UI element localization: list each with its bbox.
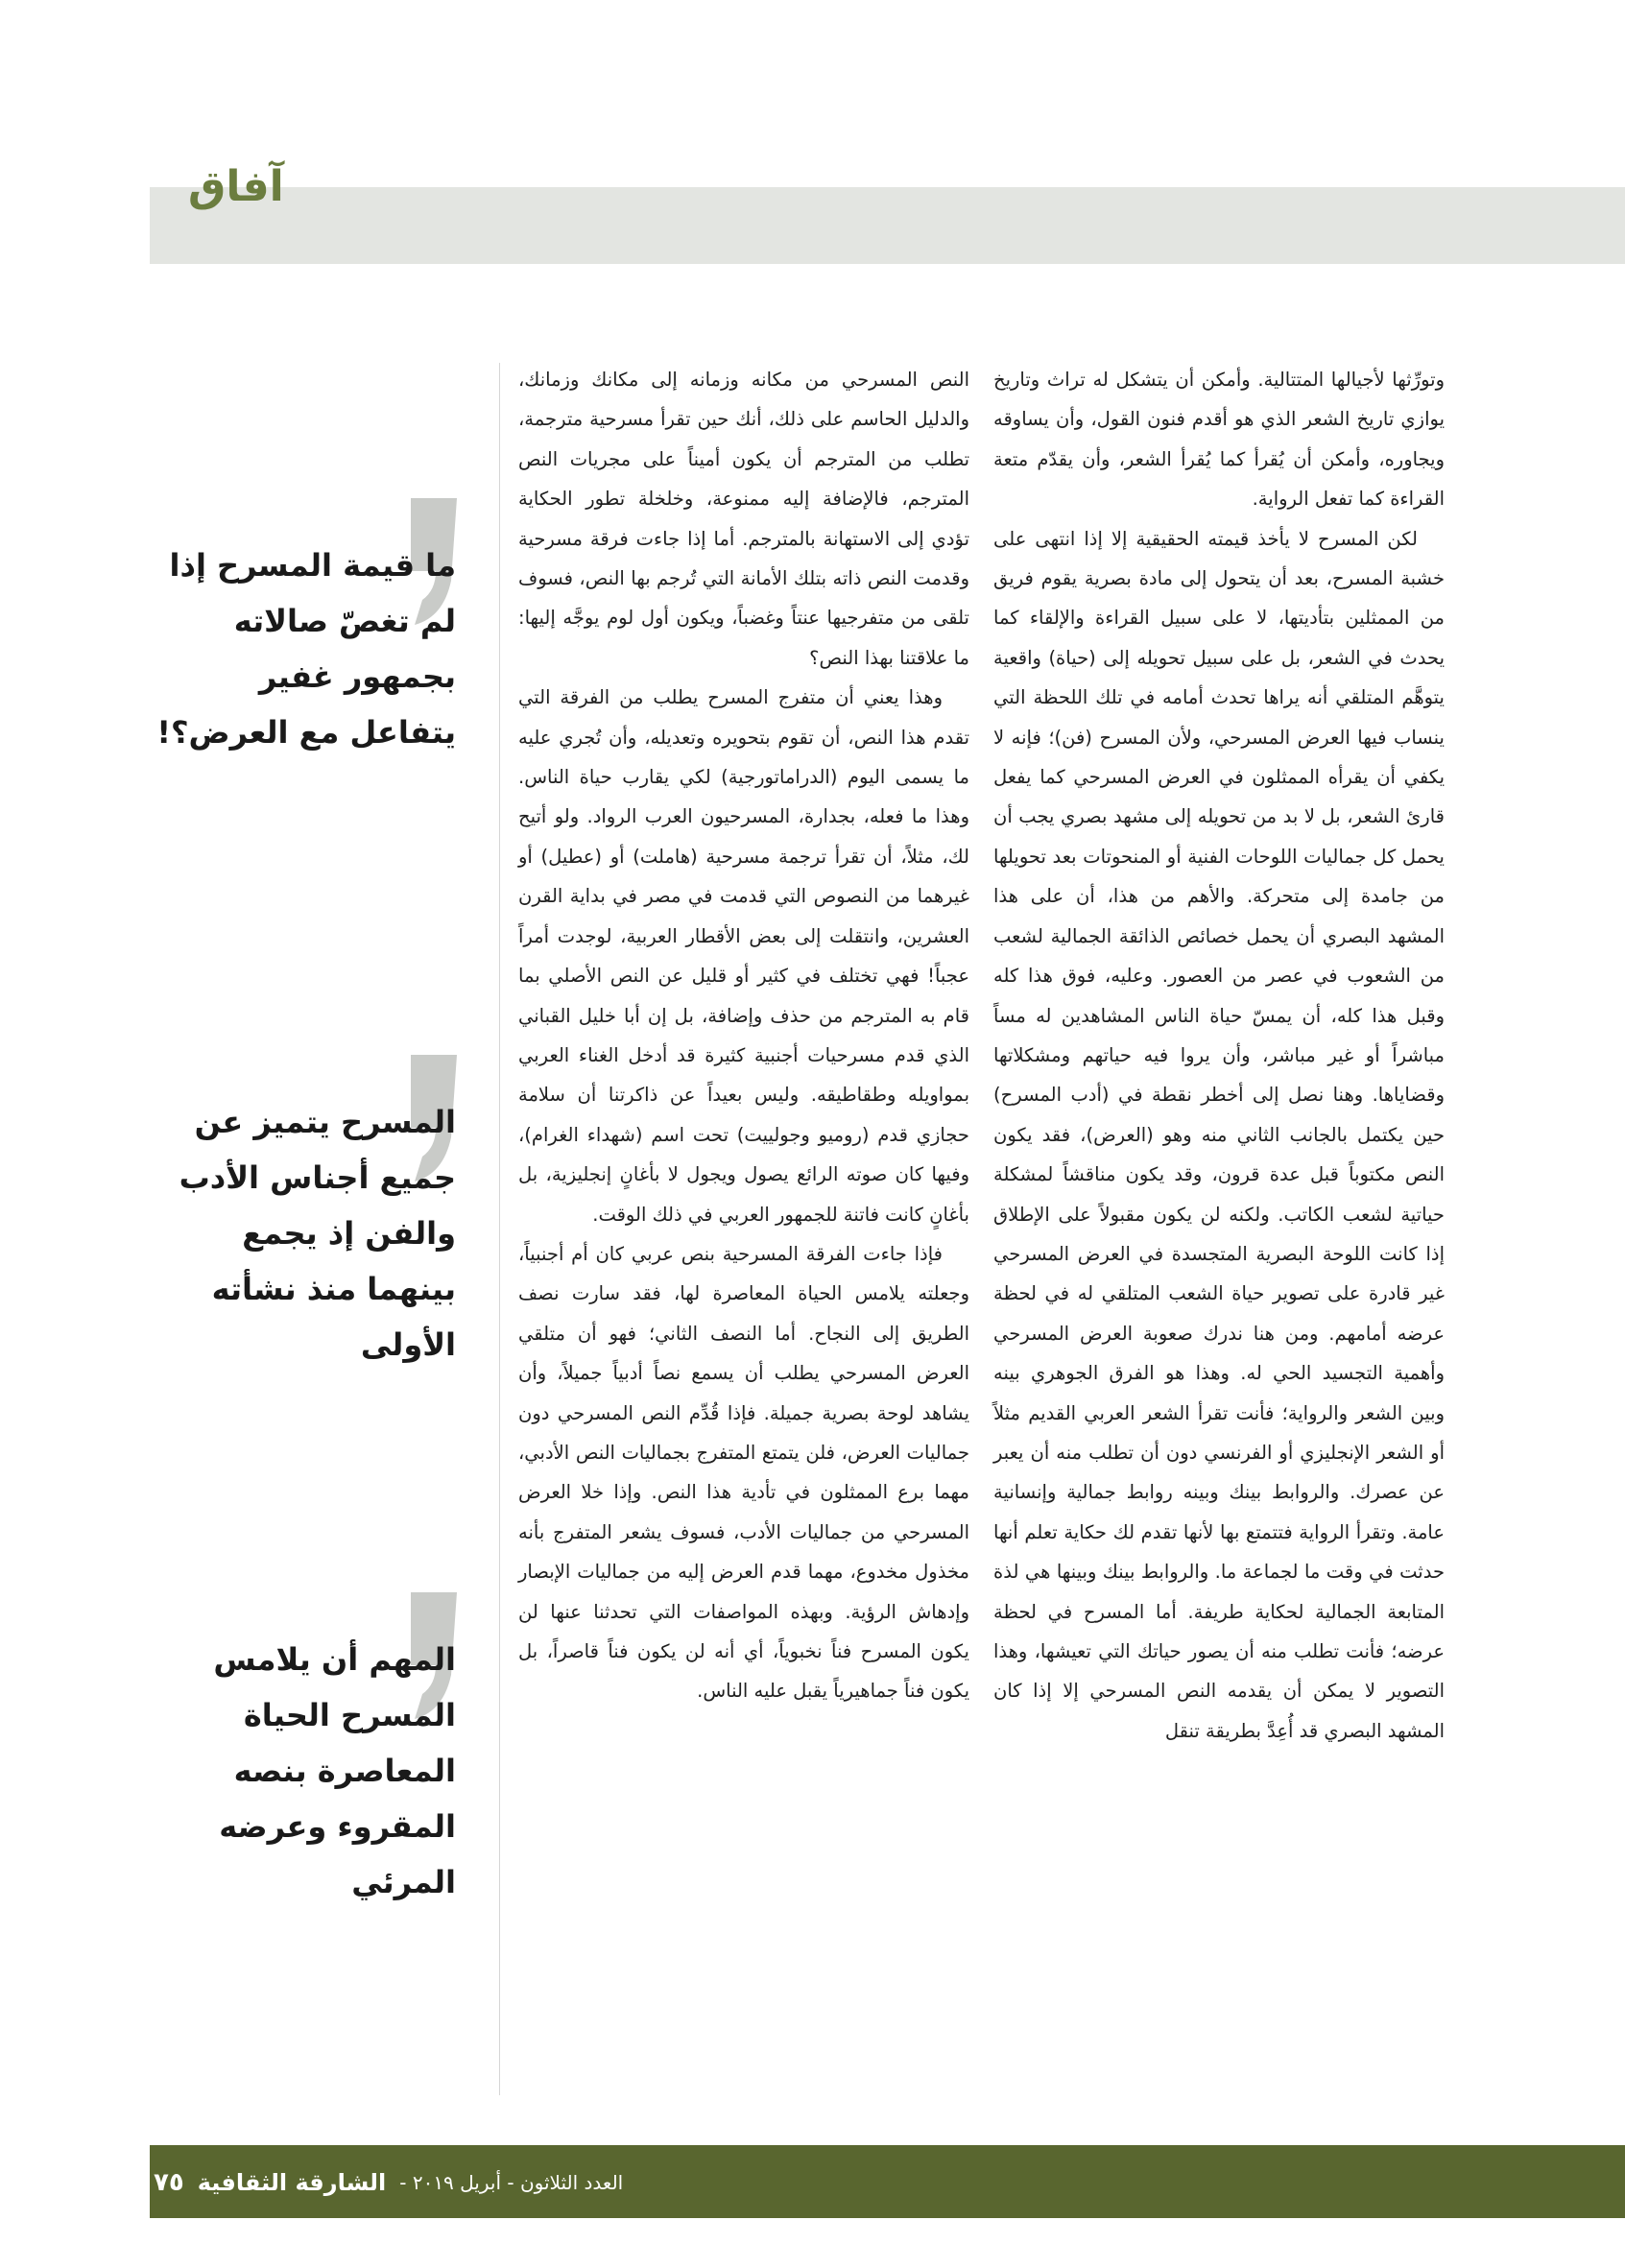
pull-quote-3: المهم أن يلامس المسرح الحياة المعاصرة بنصه المقروء وعرضه المرئي [213,1641,456,1900]
column-divider [499,363,500,2095]
article-column-middle [518,360,969,1711]
paragraph: وتورِّثها لأجيالها المتتالية. وأمكن أن يتشكل له تراث وتاريخ يوازي تاريخ الشعر الذي هو أقدم فنون القول، وأن يساوقه ويجاوره، وأمكن أن يُقرأ كما يُقرأ الشعر، وأن يقدّم متعة القراءة كما تفعل الرواية. [993,369,1445,511]
section-title: آفاق [188,162,284,211]
page-number: ٧٥ [154,2168,184,2197]
footer [154,2163,623,2202]
paragraph: فإذا جاءت الفرقة المسرحية بنص عربي كان أم أجنبياً، وجعلته يلامس الحياة المعاصرة لها، فقد سارت نصف الطريق إلى النجاح. أما النصف الثاني؛ فهو أن متلقي العرض المسرحي يطلب أن يسمع نصاً أدبياً جميلاً، وأن يشاهد لوحة بصرية جميلة. فإذا قُدِّم النص المسرحي دون جماليات العرض، فلن يتمتع المتفرج بجماليات النص الأدبي، مهما برع الممثلون في تأدية هذا النص. وإذا خلا العرض المسرحي من جماليات الأدب، فسوف يشعر المتفرج بأنه مخذول مخدوع، مهما قدم العرض إليه من جماليات الإبصار وإدهاش الرؤية. وبهذه المواصفات التي تحدثنا عنها لن يكون المسرح فناً نخبوياً، أي أنه لن يكون فناً قاصراً، بل يكون فناً جماهيرياً يقبل عليه الناس. [518,1242,969,1703]
article-column-right [993,360,1445,1751]
section-header-bar [150,187,1625,264]
paragraph: وهذا يعني أن متفرج المسرح يطلب من الفرقة التي تقدم هذا النص، أن تقوم بتحويره وتعديله، وأن تُجري عليه ما يسمى اليوم (الدراماتورجية) لكي يقارب حياة الناس. وهذا ما فعله، بجدارة، المسرحيون العرب الرواد. ولو أتيح لك، مثلاً، أن تقرأ ترجمة مسرحية (هاملت) أو (عطيل) أو غيرهما من النصوص التي قدمت في مصر في بداية القرن العشرين، وانتقلت إلى بعض الأقطار العربية، لوجدت أمراً عجباً! فهي تختلف في كثير أو قليل عن النص الأصلي بما قام به المترجم من حذف وإضافة، بل إن أبا خليل القباني الذي قدم مسرحيات أجنبية كثيرة قد أدخل الغناء العربي بمواويله وطقاطيقه. وليس بعيداً عن ذاكرتنا أن سلامة حجازي قدم (روميو وجولييت) تحت اسم (شهداء الغرام)، وفيها كان صوته الرائع يصول ويجول لا بأغانٍ إنجليزية، بل بأغانٍ كانت فاتنة للجمهور العربي في ذلك الوقت. [518,686,969,1226]
magazine-name: الشارقة الثقافية [197,2169,387,2196]
paragraph: لكن المسرح لا يأخذ قيمته الحقيقية إلا إذا انتهى على خشبة المسرح، بعد أن يتحول إلى مادة بصرية يقوم فريق من الممثلين بتأديتها، لا على سبيل القراءة والإلقاء كما يحدث في الشعر، بل على سبيل تحويله إلى (حياة) واقعية يتوهَّم المتلقي أنه يراها تحدث أمامه في تلك اللحظة التي ينساب فيها العرض المسرحي، ولأن المسرح (فن)؛ فإنه لا يكفي أن يقرأه الممثلون في العرض المسرحي كما يفعل قارئ الشعر، بل لا بد من تحويله إلى مشهد بصري يجب أن يحمل كل جماليات اللوحات الفنية أو المنحوتات بعد تحويلها من جامدة إلى متحركة. والأهم من هذا، أن على هذا المشهد البصري أن يحمل خصائص الذائقة الجمالية لشعب من الشعوب في عصر من العصور. وعليه، فوق هذا كله وقبل هذا كله، أن يمسّ حياة الناس المشاهدين له مساً مباشراً أو غير مباشر، وأن يروا فيه حياتهم ومشكلاتها وقضاياها. وهنا نصل إلى أخطر نقطة في (أدب المسرح) حين يكتمل بالجانب الثاني منه وهو (العرض)، فقد يكون النص مكتوباً قبل عدة قرون، وقد يكون مناقشاً لمشكلة حياتية لشعب الكاتب. ولكنه لن يكون مقبولاً على الإطلاق إذا كانت اللوحة البصرية المتجسدة في العرض المسرحي غير قادرة على تصوير حياة الشعب المتلقي له في لحظة عرضه أمامهم. ومن هنا ندرك صعوبة العرض المسرحي وأهمية التجسيد الحي له. وهذا هو الفرق الجوهري بينه وبين الشعر والرواية؛ فأنت تقرأ الشعر العربي القديم مثلاً أو الشعر الإنجليزي أو الفرنسي دون أن تطلب منه أن يعبر عن عصرك. والروابط بينك وبينه روابط جمالية وإنسانية عامة. وتقرأ الرواية فتتمتع بها لأنها تقدم لك حكاية تعلم أنها حدثت في وقت ما لجماعة ما. والروابط بينك وبينها هي لذة المتابعة الجمالية لحكاية طريفة. أما المسرح في لحظة عرضه؛ فأنت تطلب منه أن يصور حياتك التي تعيشها، وهذا التصوير لا يمكن أن يقدمه النص المسرحي إلا إذا كان المشهد البصري قد أُعِدَّ بطريقة تنقل [993,527,1445,1742]
pull-quote-1: ما قيمة المسرح إذا لم تغصّ صالاته بجمهور غفير يتفاعل مع العرض؟! [156,547,456,751]
pull-quote-2: المسرح يتميز عن جميع أجناس الأدب والفن إذ يجمع بينهما منذ نشأته الأولى [179,1104,456,1363]
paragraph: النص المسرحي من مكانه وزمانه إلى مكانك وزمانك، والدليل الحاسم على ذلك، أنك حين تقرأ مسرحية مترجمة، تطلب من المترجم أن يكون أميناً على مجريات النص المترجم، فالإضافة إليه ممنوعة، وخلخلة تطور الحكاية تؤدي إلى الاستهانة بالمترجم. أما إذا جاءت فرقة مسرحية وقدمت النص ذاته بتلك الأمانة التي تُرجم بها النص، فسوف تلقى من متفرجيها عنتاً وغضباً، ويكون أول لوم يوجَّه إليها: ما علاقتنا بهذا النص؟ [518,369,969,669]
issue-info: العدد الثلاثون - أبريل ٢٠١٩ - [399,2171,624,2194]
